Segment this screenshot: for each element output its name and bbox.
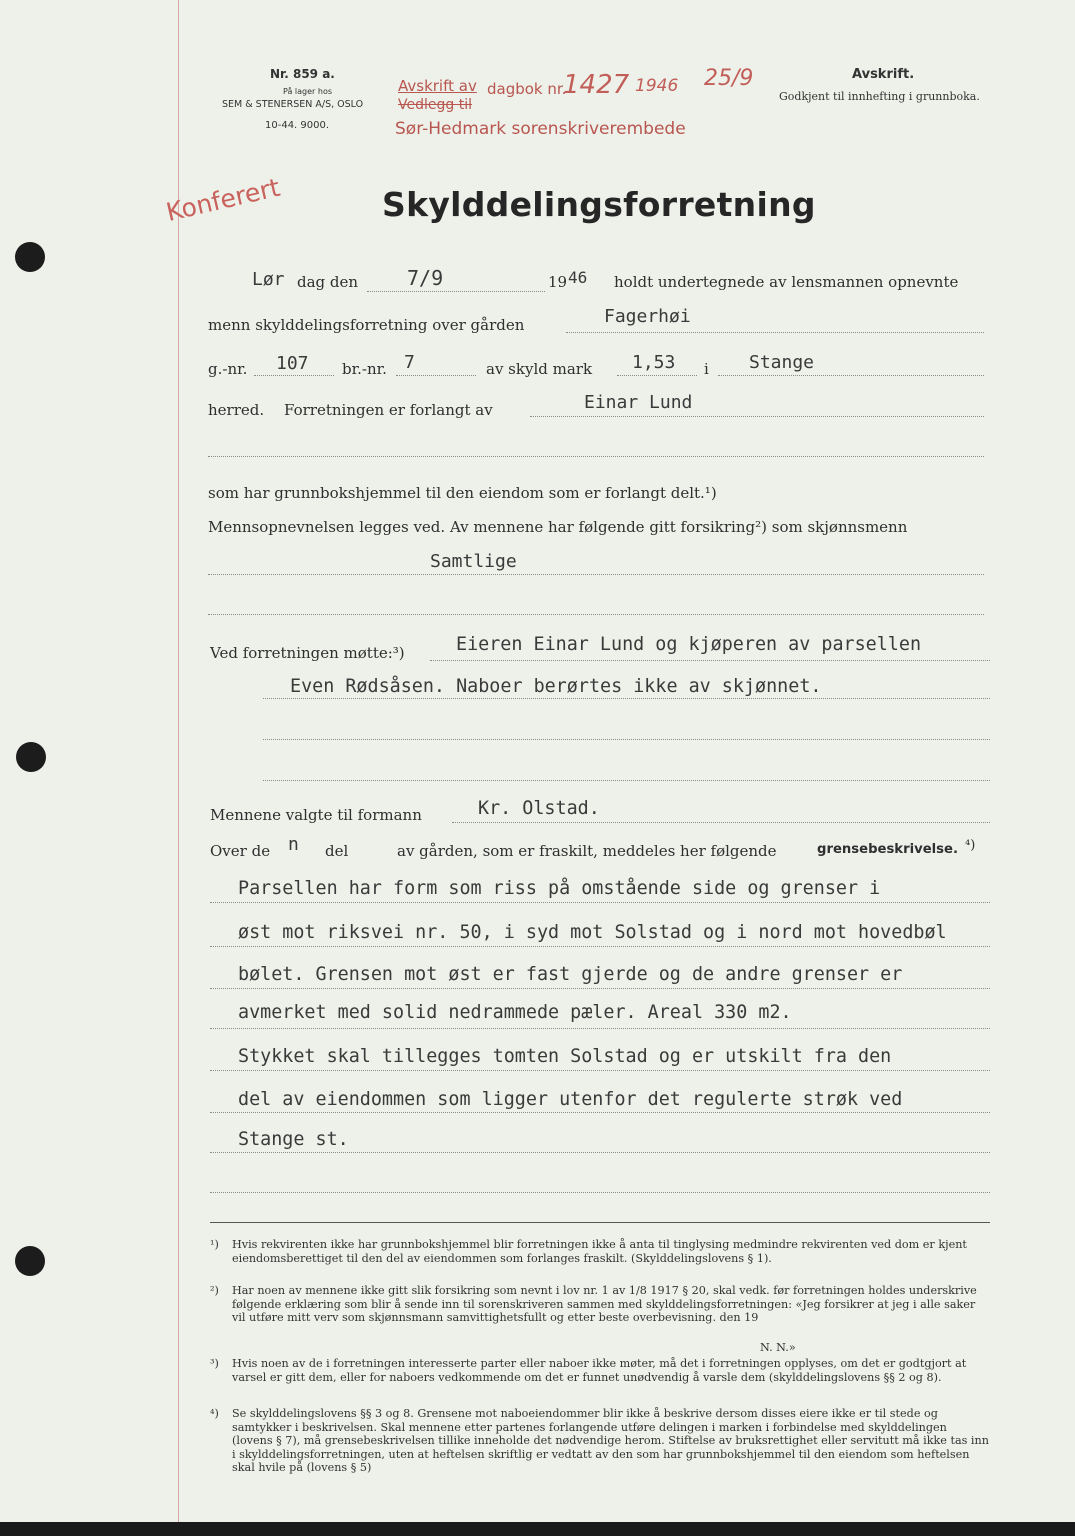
menn-text: menn skylddelingsforretning over gården <box>208 316 525 334</box>
desc-line-2: øst mot riksvei nr. 50, i syd mot Solstad og i nord mot hovedbøl <box>238 922 947 943</box>
herred-value: Stange <box>749 352 815 373</box>
samtlige-value: Samtlige <box>430 551 517 572</box>
forlangt-label: Forretningen er forlangt av <box>284 401 493 419</box>
motte-field-line-2 <box>263 698 990 699</box>
grense-label: grensebeskrivelse. <box>817 842 958 857</box>
scan-edge <box>0 1522 1075 1536</box>
print-run: 10-44. 9000. <box>265 120 330 131</box>
blank-line <box>263 780 990 781</box>
footnote-rule <box>210 1222 990 1223</box>
desc-rule <box>210 988 990 989</box>
footnote-number: ³) <box>210 1357 219 1370</box>
desc-rule <box>210 1112 990 1113</box>
grunnbok-text: som har grunnbokshjemmel til den eiendom som er forlangt delt.¹) <box>208 484 717 502</box>
motte-field-line <box>430 660 990 661</box>
brnr-field-line <box>396 375 476 376</box>
gnr-field-line <box>254 375 334 376</box>
desc-line-7: Stange st. <box>238 1129 349 1150</box>
desc-rule <box>210 1152 990 1153</box>
gnr-value: 107 <box>276 353 309 374</box>
journal-number: 1427 <box>563 70 630 100</box>
blank-line <box>263 739 990 740</box>
formann-field-line <box>452 822 990 823</box>
date-value: 7/9 <box>407 266 444 290</box>
brnr-label: br.-nr. <box>342 360 387 378</box>
punch-hole-icon <box>15 242 45 272</box>
footnote-1 <box>210 1238 990 1282</box>
avskrift-subtitle: Godkjent til innhefting i grunnboka. <box>779 90 980 103</box>
farm-field-line <box>566 332 984 333</box>
motte-line-1: Eieren Einar Lund og kjøperen av parsellen <box>456 634 922 655</box>
stamp-court: Sør-Hedmark sorenskriverembede <box>395 119 686 139</box>
footnote-text: Hvis noen av de i forretningen interesserte parter eller naboer ikke møter, må det i forretningen opplyses, om det er godtgjort at varsel er gitt dem, eller for naboers vedkommende om det er funnet unødvendig å varsle dem (skylddelingslovens §§ 2 og 8). <box>232 1357 967 1384</box>
punch-hole-icon <box>15 1246 45 1276</box>
desc-rule <box>210 1070 990 1071</box>
del-label: del <box>325 842 349 860</box>
journal-year: 1946 <box>635 76 679 96</box>
blank-line <box>208 614 984 615</box>
year-value: 46 <box>568 268 588 287</box>
motte-label: Ved forretningen møtte:³) <box>210 644 405 662</box>
footnote-text: Se skylddelingslovens §§ 3 og 8. Grensene mot naboeiendommer blir ikke å beskrive dersom disses eiere ikke er til stede og samtykker i beskrivelsen. Skal mennene etter partenes forlangende utføre delingen i marken i forbindelse med skylddelingen (lovens § 7), må grensebeskrivelsen tillike inneholde det nødvendige herom. Stiftelse av bruksrettighet eller servitutt må ikke tas inn i skylddelingsforretningen, uten at heftelsen skriftlig er vedtatt av den som har grunnbokshjemmel til den eiendom som heftelsen skal hvile på (lovens § 5) <box>232 1407 989 1475</box>
konferert-stamp: Konferert <box>163 172 283 227</box>
desc-rule <box>210 902 990 903</box>
desc-rule <box>210 1028 990 1029</box>
document-title: Skylddelingsforretning <box>382 185 816 224</box>
skyld-value: 1,53 <box>632 352 676 373</box>
desc-line-5: Stykket skal tillegges tomten Solstad og er utskilt fra den <box>238 1046 892 1067</box>
formann-label: Mennene valgte til formann <box>210 806 422 824</box>
i-label: i <box>704 360 709 378</box>
year-prefix: 19 <box>548 273 568 291</box>
weekday-value: Lør <box>252 269 285 290</box>
footnote-4 <box>210 1407 990 1479</box>
footnote-text: Har noen av mennene ikke gitt slik forsikring som nevnt i lov nr. 1 av 1/8 1917 § 20, skal vedk. før forretningen holdes underskrive følgende erklæring som blir å sende inn til sorenskriveren sammen med skylddelingsforretningen: «Jeg forsikrer at jeg i alle saker vil utføre mitt verv som skjønnsmann samvittighetsfullt og etter beste overbevisning. den 19 <box>232 1284 977 1325</box>
footnote-2 <box>210 1284 990 1340</box>
form-number: Nr. 859 a. <box>270 67 335 81</box>
avgarden-text: av gården, som er fraskilt, meddeles her følgende <box>397 842 777 860</box>
stamp-vedlegg: Vedlegg til <box>398 97 472 113</box>
publisher-name: SEM & STENERSEN A/S, OSLO <box>222 99 364 110</box>
requester-value: Einar Lund <box>584 392 693 413</box>
publisher-line: På lager hos <box>283 87 332 96</box>
desc-rule <box>210 1192 990 1193</box>
requester-field-line <box>530 416 984 417</box>
date-field-line <box>367 291 545 292</box>
footnote-number: ²) <box>210 1284 219 1297</box>
fraction-value: n <box>288 834 299 855</box>
skyld-field-line <box>617 375 697 376</box>
footnote-3 <box>210 1357 990 1399</box>
avskrift-heading: Avskrift. <box>852 67 915 82</box>
herred-field-line <box>718 375 984 376</box>
brnr-value: 7 <box>404 352 415 373</box>
journal-date: 25/9 <box>704 66 754 91</box>
holdt-text: holdt undertegnede av lensmannen opnevnte <box>614 273 959 291</box>
herred-label: herred. <box>208 401 265 419</box>
footnote-text: Hvis rekvirenten ikke har grunnbokshjemmel blir forretningen ikke å anta til tinglysing medmindre rekvirenten ved dom er kjent eiendomsberettiget til den del av eiendommen som forlanges fraskilt. (Skylddelingslovens § 1). <box>232 1238 967 1265</box>
dag-den-label: dag den <box>297 273 359 291</box>
stamp-dagbok: dagbok nr. <box>487 80 567 98</box>
grense-footnote-ref: ⁴) <box>965 838 976 853</box>
motte-line-2: Even Rødsåsen. Naboer berørtes ikke av skjønnet. <box>290 676 822 697</box>
desc-line-4: avmerket med solid nedrammede pæler. Areal 330 m2. <box>238 1002 792 1023</box>
gnr-label: g.-nr. <box>208 360 248 378</box>
menns-text: Mennsopnevnelsen legges ved. Av mennene har følgende gitt forsikring²) som skjønnsmenn <box>208 518 908 536</box>
stamp-avskrift: Avskrift av <box>398 77 477 95</box>
skyld-label: av skyld mark <box>486 360 593 378</box>
desc-line-6: del av eiendommen som ligger utenfor det regulerte strøk ved <box>238 1089 903 1110</box>
footnote-number: ⁴) <box>210 1407 219 1420</box>
samtlige-field-line <box>208 574 984 575</box>
footnote-signature: N. N.» <box>760 1341 796 1354</box>
desc-line-3: bølet. Grensen mot øst er fast gjerde og de andre grenser er <box>238 964 903 985</box>
farm-value: Fagerhøi <box>604 306 691 327</box>
formann-value: Kr. Olstad. <box>478 798 600 819</box>
footnote-number: ¹) <box>210 1238 219 1251</box>
margin-rule <box>178 0 179 1536</box>
blank-line <box>208 456 984 457</box>
desc-rule <box>210 946 990 947</box>
desc-line-1: Parsellen har form som riss på omstående side og grenser i <box>238 878 881 899</box>
over-de-label: Over de <box>210 842 271 860</box>
punch-hole-icon <box>16 742 46 772</box>
